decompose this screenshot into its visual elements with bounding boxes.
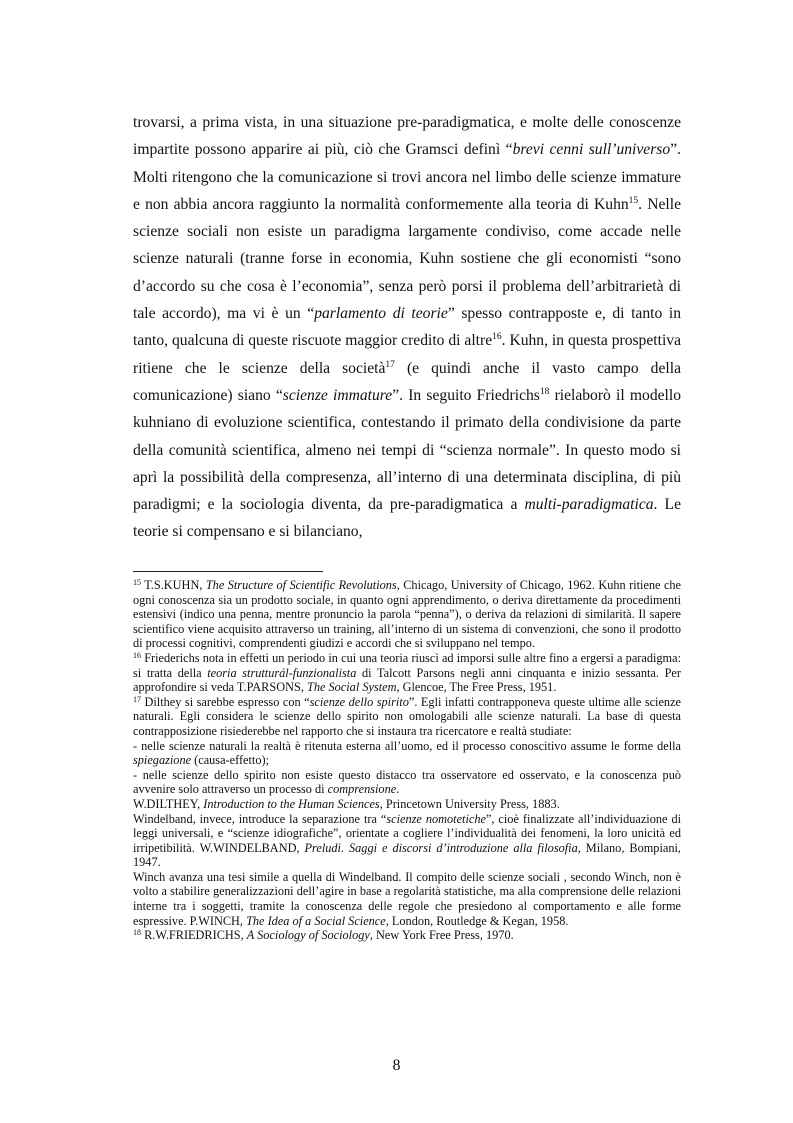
footnote-17-ref-dilthey: W.DILTHEY, Introduction to the Human Sciences, Princetown University Press, 1883. [133,796,560,811]
footnote-ref-16[interactable]: 16 [492,332,502,343]
footnotes [133,578,681,943]
body-paragraph: trovarsi, a prima vista, in una situazione pre-paradigmatica, e molte delle conoscenze impartite possono apparire ai più, ciò che Gramsci definì “brevi cenni sull’universo”. Molti ritengono che la comunicazione si trovi ancora nel limbo delle scienze immature e non abbia ancora raggiunto la normalità conformemente alla teoria di Kuhn$^{15}$. Nelle scienze sociali non esiste un paradigma largamente condiviso, come accade nelle scienze naturali (tranne forse in economia, Kuhn sostiene che gli economisti “sono d’accordo su che cosa è l’economia”, senza però porsi il problema dell’arbitrarietà di tale accordo), ma vi è un “parlamento di teorie” spesso contrapposte e, di tanto in tanto, qualcuna di queste riscuote maggior credito di altre$^{16}$. Kuhn, in questa prospettiva ritiene che le scienze della società$^{17}$ (e quindi anche il vasto campo della comunicazione) siano “scienze immature”. In seguito Friedrichs$^{18}$ rielaborò il modello kuhniano di evoluzione scientifica, contestando il primato della condivisione da parte della comunità scientifica, almeno nei tempi di “scienza normale”. In questo modo si aprì la possibilità della compresenza, all’interno di una determinata disciplina, di più paradigmi; e la sociologia diventa, da pre-paradigmatica a multi-paradigmatica. Le teorie si compensano e si bilanciano, [133,114,682,541]
footnote-17-windelband: Windelband, invece, introduce la separazione tra “scienze nomotetiche”, cioè finalizzate all’individuazione di leggi universali, e “scienze idiografiche”, orientate a cogliere l’individualità dei fenomeni, la loro unicità ed irripetibilità. W.WINDELBAND, Preludi. Saggi e discorsi d’introduzione alla filosofia, Milano, Bompiani, 1947. [133,811,682,870]
footnote-17-item-2: - nelle scienze dello spirito non esiste questo distacco tra osservatore ed osservato, e la conoscenza può avvenire solo attraverso un processo di comprensione. [133,767,681,797]
footnote-ref-15[interactable]: 15 [628,195,639,206]
body-text [133,109,681,546]
footnote-18: $^{18}$ R.W.FRIEDRICHS, A Sociology of Sociology, New York Free Press, 1970. [133,928,514,943]
page-number: 8 [392,1057,401,1074]
footnote-17: $^{17}$ Dilthey si sarebbe espresso con “scienze dello spirito”. Egli infatti contrapponeva queste ultime alle scienze naturali. Egli considera le scienze dello spirito non omologabili alle scienze naturali. La base di questa contrapposizione risiederebbe nel rapporto che si instaura tra ricercatore e realtà studiate: [133,694,681,738]
footnote-16: $^{16}$ Friederichs nota in effetti un periodo in cui una teoria riuscì ad imporsi sulle altre fino a ergersi a paradigma: si tratta della teoria strutturál-funzionalista di Talcott Parsons negli anni cinquanta e inizio sessanta. Per approfondire si veda T.PARSONS, The Social System, Glencoe, The Free Press, 1951. [133,650,681,695]
footnote-ref-18[interactable]: 18 [539,386,550,397]
footnote-17-winch: Winch avanza una tesi simile a quella di Windelband. Il compito delle scienze sociali , secondo Winch, non è volto a stabilire generalizzazioni dell’agire in base a regolarità statistiche, ma alla comprensione delle relazioni interne tra i soggetti, tramite la conoscenza delle regole che presiedono al comportamento e alle forme espressive. P.WINCH, The Idea of a Social Science, London, Routledge & Kegan, 1958. [133,869,681,928]
footnote-15: $^{15}$ T.S.KUHN, The Structure of Scientific Revolutions, Chicago, University of Chicago, 1962. Kuhn ritiene che ogni conoscenza sia un prodotto sociale, in quanto ogni apprendimento, o deriva direttamente da procedimenti estensivi (indico una penna, mentre pronuncio la parola “penna”), o deriva da relazioni di similarità. Il sapere scientifico viene acquisito attraverso un training, all’interno di un sistema di convenzioni, che sono il prodotto di processi cognitivi, comprendenti giudizi e accordi che si sviluppano nel tempo. [133,578,682,651]
footnote-17-item-1: - nelle scienze naturali la realtà è ritenuta esterna all’uomo, ed il processo conoscitivo assume le forme della spiegazione (causa-effetto); [133,738,681,768]
footnote-separator [133,571,323,572]
footnote-ref-17[interactable]: 17 [385,359,395,370]
